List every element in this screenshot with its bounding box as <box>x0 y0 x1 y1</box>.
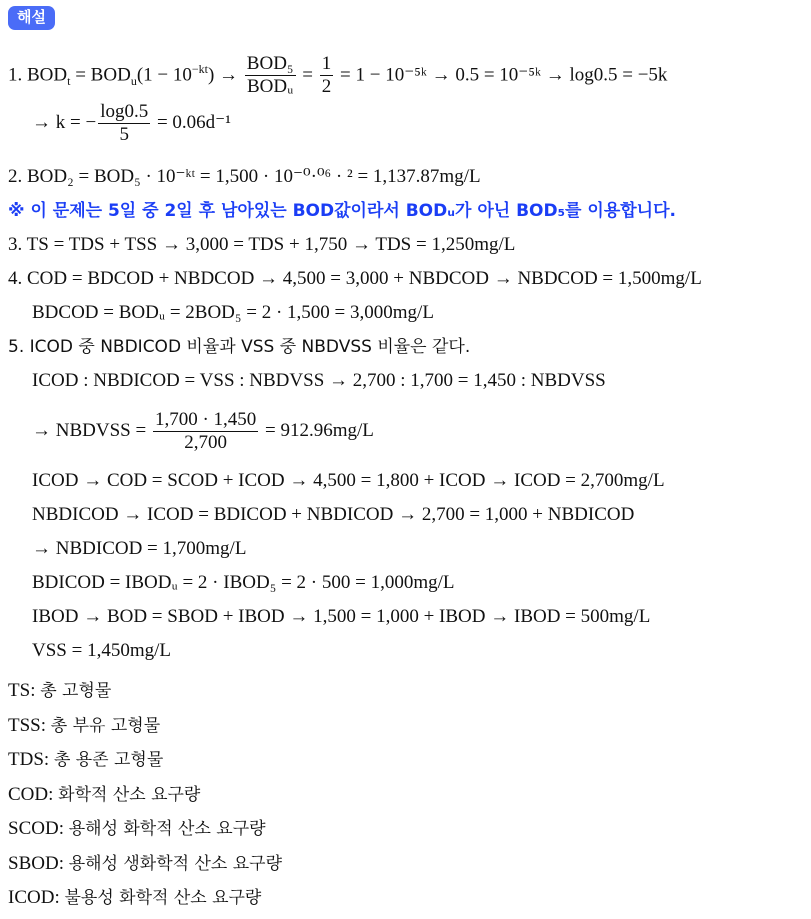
item-5-line-2: ICOD : NBDICOD = VSS : NBDVSS → 2,700 : 1,700 = 1,450 : NBDVSS <box>32 370 606 391</box>
glossary-item: SBOD: 용해성 생화학적 산소 요구량 <box>8 852 282 874</box>
item-5-line-4: ICOD → COD = SCOD + ICOD → 4,500 = 1,800 + ICOD → ICOD = 2,700mg/L <box>32 470 665 491</box>
item-1-sub-u: u <box>130 74 137 89</box>
item-5-line-7: BDICOD = IBODᵤ = 2 · IBOD₅ = 2 · 500 = 1,000mg/L <box>32 572 455 593</box>
item-1-text: = BOD <box>70 64 131 86</box>
item-1-text: = 0.06d⁻¹ <box>152 112 231 133</box>
solution-body <box>8 46 811 668</box>
glossary-item: SCOD: 용해성 화학적 산소 요구량 <box>8 818 266 839</box>
glossary-item: TSS: 총 부유 고형물 <box>8 714 161 736</box>
glossary-item: TDS: 총 용존 고형물 <box>8 749 164 770</box>
item-1-line-2 <box>8 92 811 154</box>
item-5-fraction: $\frac{1,700 \cdot 1,450}{2,700}$ <box>154 409 257 454</box>
item-4-line-2: BDCOD = BODᵤ = 2BOD₅ = 2 · 1,500 = 3,000mg/L <box>32 302 434 323</box>
item-5-line-9: VSS = 1,450mg/L <box>32 640 171 661</box>
item-2: 2. BOD₂ = BOD₅ · 10⁻ᵏᵗ = 1,500 · 10⁻⁰·⁰⁶ · ² = 1,137.87mg/L <box>8 166 481 187</box>
item-5-line-1: 5. ICOD 중 NBDICOD 비율과 VSS 중 NBDVSS 비율은 같다. <box>8 337 471 357</box>
glossary-item: COD: 화학적 산소 요구량 <box>8 783 201 805</box>
item-4-line-1: 4. COD = BDCOD + NBDCOD → 4,500 = 3,000 + NBDCOD → NBDCOD = 1,500mg/L <box>8 268 702 289</box>
item-1-fraction-3: $\frac{\log 0.5}{5}$ <box>100 101 149 146</box>
item-1-fraction-1: $\frac{\text{BOD₅}}{\text{BODᵤ}}$ <box>246 53 294 98</box>
item-5-line-3: → NBDVSS = $\frac{1,700 \cdot 1,450}{2,700}$ = 912.96mg/L <box>32 409 374 454</box>
item-5-line-6: → NBDICOD = 1,700mg/L <box>32 538 247 559</box>
item-5-line-8: IBOD → BOD = SBOD + IBOD → 1,500 = 1,000 + IBOD → IBOD = 500mg/L <box>32 606 651 627</box>
item-5-line-5: NBDICOD → ICOD = BDICOD + NBDICOD → 2,700 = 1,000 + NBDICOD <box>32 504 635 525</box>
item-1-text: → k = − <box>32 112 97 133</box>
glossary <box>8 674 811 916</box>
item-1-sub-t: t <box>67 74 71 89</box>
item-1-text: (1 − 10 <box>136 64 192 86</box>
item-1-fraction-2: $\frac{1}{2}$ <box>321 53 332 98</box>
item-1-text: 1. BOD <box>8 64 68 86</box>
solution-badge: 해설 <box>8 6 55 30</box>
glossary-item: TS: 총 고형물 <box>8 680 112 701</box>
item-1-text: ) → <box>207 64 243 86</box>
item-2-note: ※ 이 문제는 5일 중 2일 후 남아있는 BOD값이라서 BODᵤ가 아닌 BOD₅를 이용합니다. <box>8 201 676 221</box>
item-1-text: = 1 − 10⁻⁵ᵏ → 0.5 = 10⁻⁵ᵏ → log0.5 = −5k <box>335 64 668 86</box>
item-3: 3. TS = TDS + TSS → 3,000 = TDS + 1,750 → TDS = 1,250mg/L <box>8 234 516 255</box>
item-1-text: = <box>297 64 318 86</box>
glossary-item: ICOD: 불용성 화학적 산소 요구량 <box>8 887 262 908</box>
item-1-sup: −kt <box>191 62 208 76</box>
item-1-line-1 <box>8 46 811 98</box>
